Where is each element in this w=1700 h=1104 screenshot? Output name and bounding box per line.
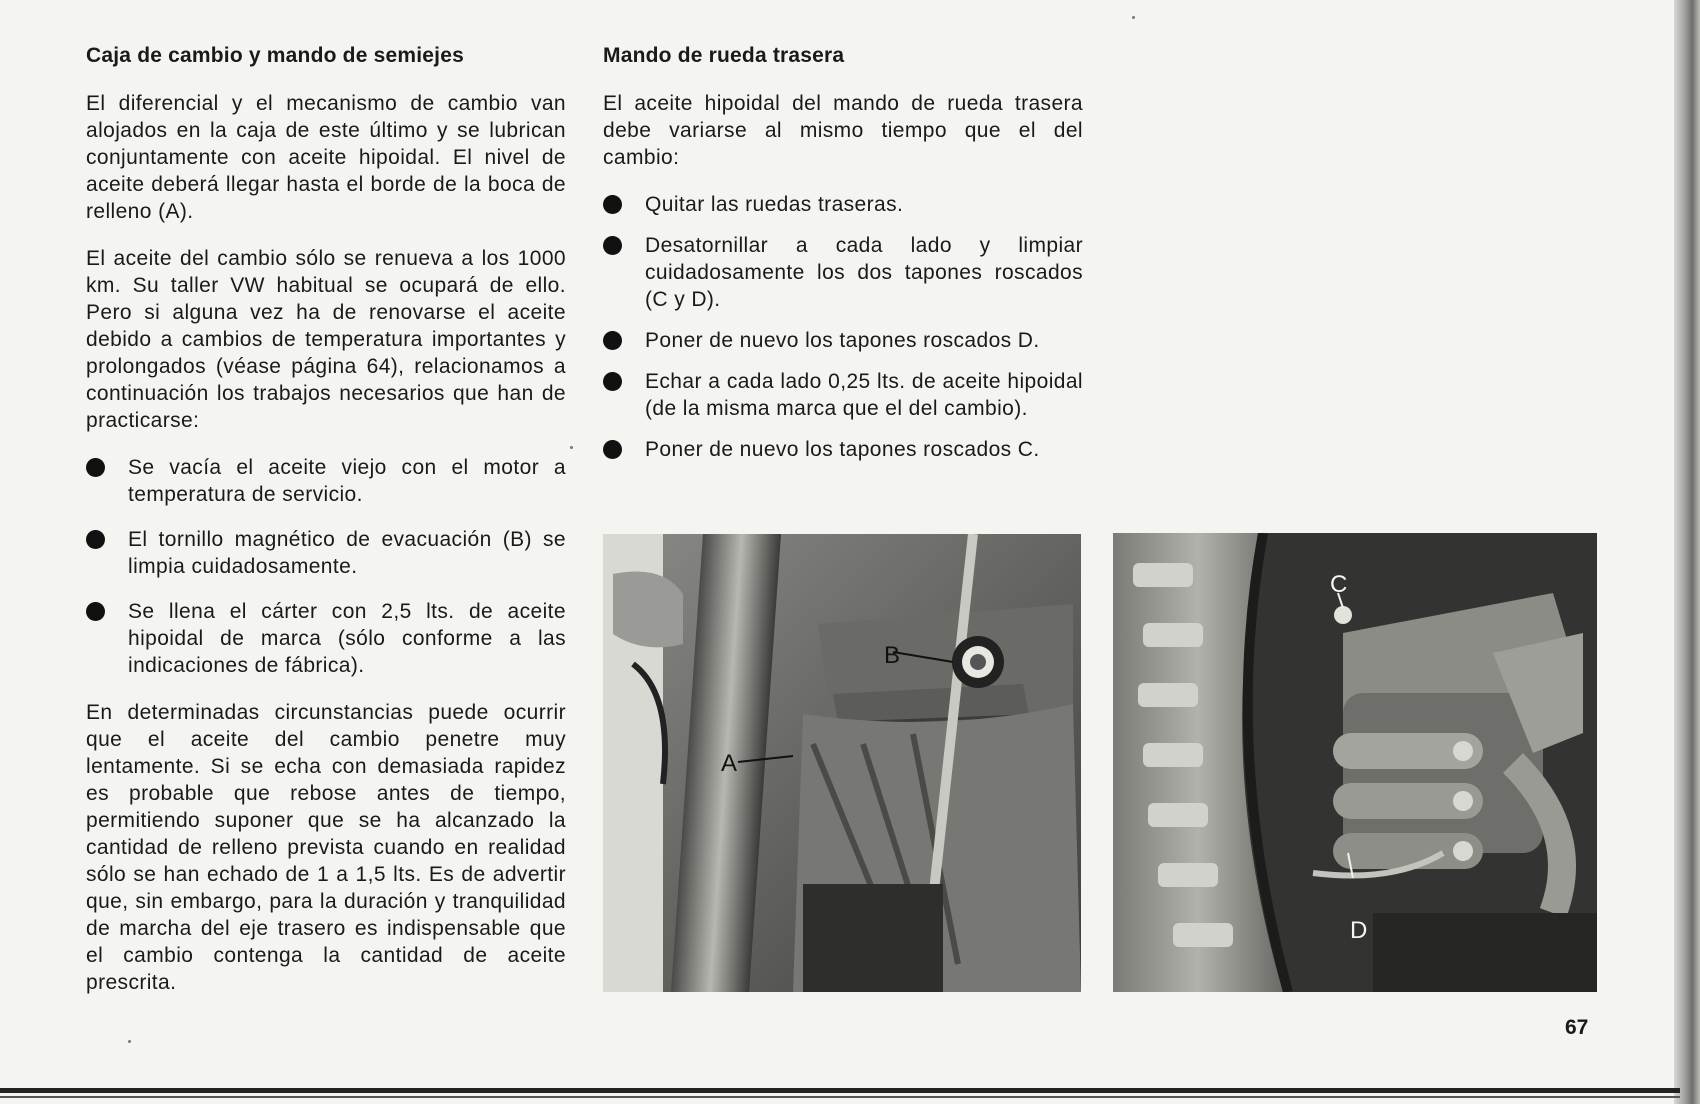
label-a: A xyxy=(721,750,738,777)
bullet-icon xyxy=(603,372,622,391)
list-item: Se llena el cárter con 2,5 lts. de aceite hipoidal de marca (sólo conforme a las indicaciones de fábrica). xyxy=(86,598,566,679)
bullet-icon xyxy=(603,236,622,255)
list-item: Se vacía el aceite viejo con el motor a temperatura de servicio. xyxy=(86,454,566,508)
heading-gearbox: Caja de cambio y mando de semiejes xyxy=(86,44,464,67)
list-item: El tornillo magnético de evacuación (B) se limpia cuidadosamente. xyxy=(86,526,566,580)
bullet-icon xyxy=(86,458,105,477)
bottom-rule xyxy=(0,1088,1680,1093)
wheel-drive-photo xyxy=(1113,533,1597,992)
page-number: 67 xyxy=(1565,1016,1589,1039)
speck xyxy=(128,1040,131,1043)
heading-rear-wheel-drive: Mando de rueda trasera xyxy=(603,44,845,67)
bullet-icon xyxy=(603,440,622,459)
list-item: Quitar las ruedas traseras. xyxy=(603,191,1083,218)
bullet-icon xyxy=(86,530,105,549)
middle-column xyxy=(603,44,1083,483)
left-column xyxy=(86,44,566,1016)
bullet-icon xyxy=(603,195,622,214)
bullet-icon xyxy=(86,602,105,621)
gearbox-illustration xyxy=(603,534,1081,992)
gearbox-photo xyxy=(603,534,1081,992)
list-item: Echar a cada lado 0,25 lts. de aceite hipoidal (de la misma marca que el del cambio). xyxy=(603,368,1083,422)
speck xyxy=(1132,16,1135,19)
list-item: Poner de nuevo los tapones roscados D. xyxy=(603,327,1083,354)
bottom-rule-secondary xyxy=(0,1096,1680,1098)
list-item: Desatornillar a cada lado y limpiar cuidadosamente los dos tapones roscados (C y D). xyxy=(603,232,1083,313)
label-d: D xyxy=(1350,917,1368,944)
closing-paragraph: En determinadas circunstancias puede ocurrir que el aceite del cambio penetre muy lentamente. Si se echa con demasiada rapidez es probable que rebose antes de tiempo, permitiendo suponer que se ha alcanzado la cantidad de relleno prevista cuando en realidad sólo se han echado de 1 a 1,5 lts. Es de advertir que, sin embargo, para la duración y tranquilidad de marcha del eje trasero es indispensable que el cambio contenga la cantidad de aceite prescrita. xyxy=(86,701,566,994)
list-item: Poner de nuevo los tapones roscados C. xyxy=(603,436,1083,463)
paragraph-1: El diferencial y el mecanismo de cambio van alojados en la caja de este último y se lubrican conjuntamente con aceite hipoidal. El nivel de aceite deberá llegar hasta el borde de la boca de relleno (A). xyxy=(86,92,566,223)
intro-paragraph: El aceite hipoidal del mando de rueda trasera debe variarse al mismo tiempo que el del cambio: xyxy=(603,92,1083,169)
gearbox-steps-list xyxy=(86,454,566,679)
label-c: C xyxy=(1330,571,1348,598)
rear-wheel-steps-list xyxy=(603,191,1083,463)
speck xyxy=(570,446,573,449)
label-b: B xyxy=(884,642,901,669)
bullet-icon xyxy=(603,331,622,350)
paragraph-2: El aceite del cambio sólo se renueva a los 1000 km. Su taller VW habitual se ocupará de ello. Pero si alguna vez ha de renovarse el aceite debido a cambios de temperatura importantes y prolongados (véase página 64), relacionamos a continuación los trabajos necesarios que han de practicarse: xyxy=(86,247,566,432)
binding-shadow xyxy=(1674,0,1700,1104)
